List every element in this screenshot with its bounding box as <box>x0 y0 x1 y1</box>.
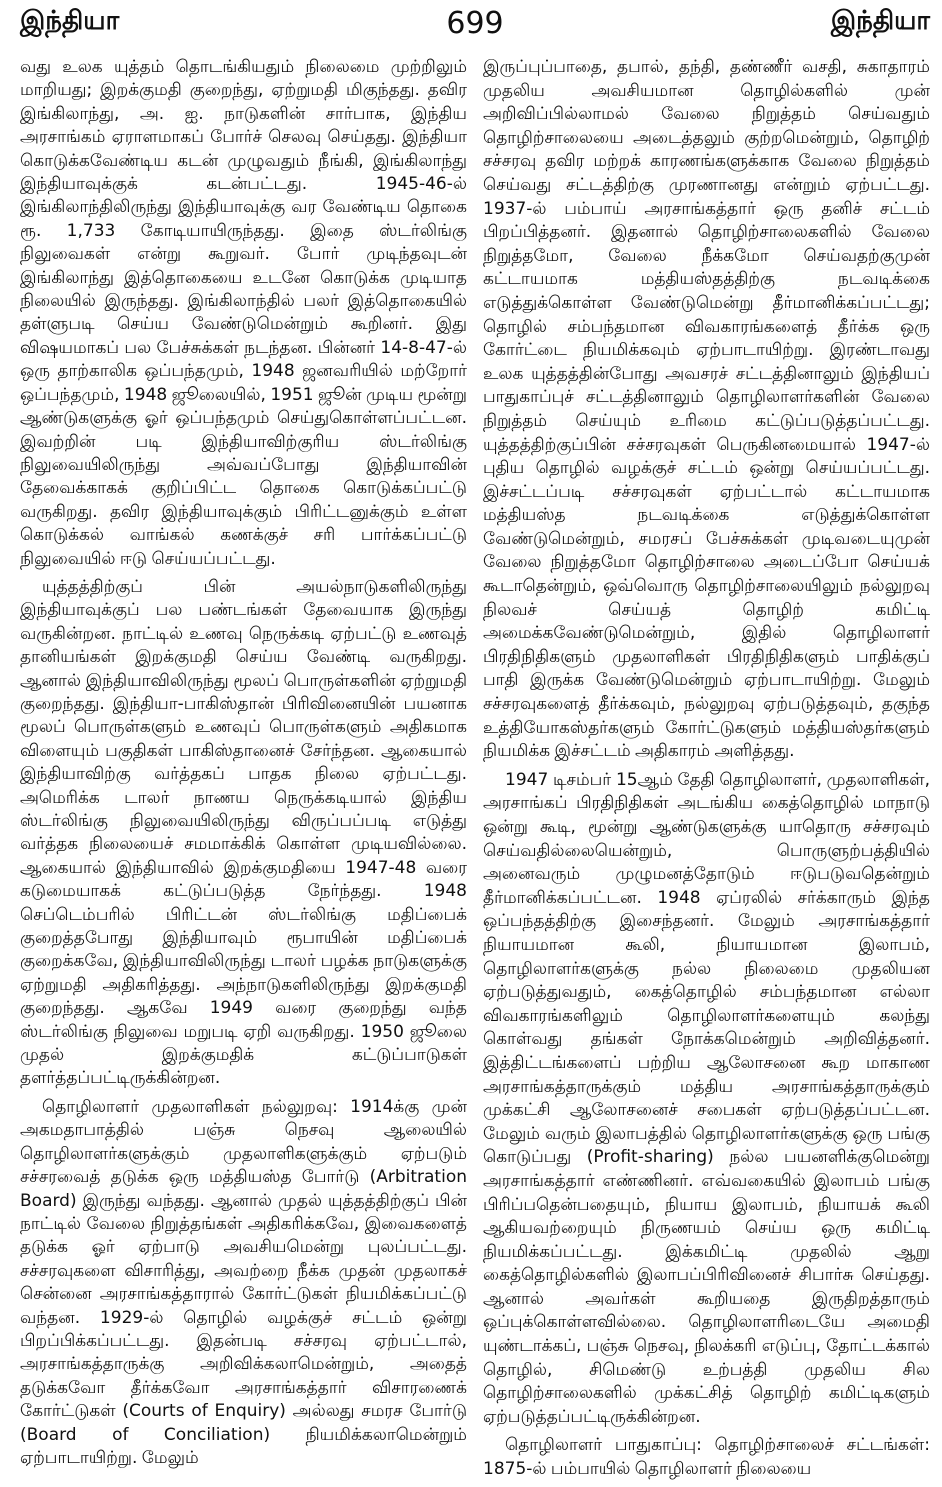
paragraph: வது உலக யுத்தம் தொடங்கியதும் நிலைமை முற்றிலும் மாறியது; இறக்குமதி குறைந்து, ஏற்றுமதி மிகுந்தது. தவிர இங்கிலாந்து, அ. ஐ. நாடுகளின் சார்பாக, இந்திய அரசாங்கம் ஏராளமாகப் போர்ச் செலவு செய்தது. இந்தியா கொடுக்கவேண்டிய கடன் முழுவதும் நீங்கி, இங்கிலாந்து இந்தியாவுக்குக் கடன்பட்டது. 1945-46-ல் இங்கிலாந்திலிருந்து இந்தியாவுக்கு வர வேண்டிய தொகை ரூ. 1,733 கோடியாயிருந்தது. இதை ஸ்டர்லிங்கு நிலுவைகள் என்று கூறுவர். போர் முடிந்தவுடன் இங்கிலாந்து இத்தொகையை உடனே கொடுக்க முடியாத நிலையில் இருந்தது. இங்கிலாந்தில் பலர் இத்தொகையில் தள்ளுபடி செய்ய வேண்டுமென்றும் கூறினர். இது விஷயமாகப் பல பேச்சுக்கள் நடந்தன. பின்னர் 14-8-47-ல் ஒரு தாற்காலிக ஒப்பந்தமும், 1948 ஜனவரியில் மற்றோர் ஒப்பந்தமும், 1948 ஜூலையில், 1951 ஜூன் முடிய மூன்று ஆண்டுகளுக்கு ஓர் ஒப்பந்தமும் செய்துகொள்ளப்பட்டன. இவற்றின் படி இந்தியாவிற்குரிய ஸ்டர்லிங்கு நிலுவையிலிருந்து அவ்வப்போது இந்தியாவின் தேவைக்காகக் குறிப்பிட்ட தொகை கொடுக்கப்பட்டு வருகிறது. தவிர இந்தியாவுக்கும் பிரிட்டனுக்கும் உள்ள கொடுக்கல் வாங்கல் கணக்குச் சரி பார்க்கப்பட்டு நிலுவையில் ஈடு செய்யப்பட்டது. <box>20 57 467 569</box>
paragraph: 1947 டிசம்பர் 15ஆம் தேதி தொழிலாளர், முதலாளிகள், அரசாங்கப் பிரதிநிதிகள் அடங்கிய கைத்தொழில் மாநாடு ஒன்று கூடி, மூன்று ஆண்டுகளுக்கு யாதொரு சச்சரவும் செய்வதில்லையென்றும், பொருளுற்பத்தியில் அனைவரும் முழுமனத்தோடும் ஈடுபடுவதென்றும் தீர்மானிக்கப்பட்டன. 1948 ஏப்ரலில் சர்க்காரும் இந்த ஒப்பந்தத்திற்கு இசைந்தனர். மேலும் அரசாங்கத்தார் நியாயமான கூலி, நியாயமான இலாபம், தொழிலாளர்களுக்கு நல்ல நிலைமை முதலியன ஏற்படுத்துவதும், கைத்தொழில் சம்பந்தமான எல்லா விவகாரங்களிலும் தொழிலாளர்களையும் கலந்து கொள்வது தங்கள் நோக்கமென்றும் அறிவித்தனர். இத்திட்டங்களைப் பற்றிய ஆலோசனை கூற மாகாண அரசாங்கத்தாருக்கும் மத்திய அரசாங்கத்தாருக்கும் முக்கட்சி ஆலோசனைச் சபைகள் ஏற்படுத்தப்பட்டன. மேலும் வரும் இலாபத்தில் தொழிலாளர்களுக்கு ஒரு பங்கு கொடுப்பது (Profit-sharing) நல்ல பயனளிக்குமென்று அரசாங்கத்தார் எண்ணினர். எவ்வகையில் இலாபம் பங்கு பிரிப்பதென்பதையும், நியாய இலாபம், நியாயக் கூலி ஆகியவற்றையும் நிருணயம் செய்ய ஒரு கமிட்டி நியமிக்கப்பட்டது. இக்கமிட்டி முதலில் ஆறு கைத்தொழில்களில் இலாபப்பிரிவினைச் சிபார்சு செய்தது. ஆனால் அவர்கள் கூறியதை இருதிறத்தாரும் ஒப்புக்கொள்ளவில்லை. தொழிலாளரிடையே அமைதி யுண்டாக்கப், பஞ்சு நெசவு, நிலக்கரி எடுப்பு, தோட்டக்கால் தொழில், சிமெண்டு உற்பத்தி முதலிய சில தொழிற்சாலைகளில் முக்கட்சித் தொழிற் கமிட்டிகளும் ஏற்படுத்தப்பட்டிருக்கின்றன. <box>483 769 930 1427</box>
page-header <box>20 0 930 56</box>
text-columns <box>20 56 930 1487</box>
paragraph: தொழிலாளர் பாதுகாப்பு: தொழிற்சாலைச் சட்டங்கள்: 1875-ல் பம்பாயில் தொழிலாளர் நிலையை <box>483 1435 930 1480</box>
left-column <box>20 56 467 1487</box>
right-column <box>483 56 930 1487</box>
paragraph: இருப்புப்பாதை, தபால், தந்தி, தண்ணீர் வசதி, சுகாதாரம் முதலிய அவசியமான தொழில்களில் முன் அறிவிப்பில்லாமல் வேலை நிறுத்தம் செய்வதும் தொழிற்சாலையை அடைத்தலும் குற்றமென்றும், தொழிற் சச்சரவு தவிர மற்றக் காரணங்களுக்காக வேலை நிறுத்தம் செய்வது சட்டத்திற்கு முரணானது என்றும் ஏற்பட்டது. 1937-ல் பம்பாய் அரசாங்கத்தார் ஒரு தனிச் சட்டம் பிறப்பித்தனர். இதனால் தொழிற்சாலைகளில் வேலை நிறுத்தமோ, வேலை நீக்கமோ செய்வதற்குமுன் கட்டாயமாக மத்தியஸ்தத்திற்கு நடவடிக்கை எடுத்துக்கொள்ள வேண்டுமென்று தீர்மானிக்கப்பட்டது; தொழில் சம்பந்தமான விவகாரங்களைத் தீர்க்க ஒரு கோர்ட்டை நியமிக்கவும் ஏற்பாடாயிற்று. இரண்டாவது உலக யுத்தத்தின்போது அவசரச் சட்டத்தினாலும் இந்தியப் பாதுகாப்புச் சட்டத்தினாலும் தொழிலாளர்களின் வேலை நிறுத்தம் செய்யும் உரிமை கட்டுப்படுத்தப்பட்டது. யுத்தத்திற்குப்பின் சச்சரவுகள் பெருகினமையால் 1947-ல் புதிய தொழில் வழக்குச் சட்டம் ஒன்று செய்யப்பட்டது. இச்சட்டப்படி சச்சரவுகள் ஏற்பட்டால் கட்டாயமாக மத்தியஸ்த நடவடிக்கை எடுத்துக்கொள்ள வேண்டுமென்றும், சமரசப் பேச்சுக்கள் முடிவடையுமுன் வேலை நிறுத்தமோ தொழிற்சாலை அடைப்போ செய்யக் கூடாதென்றும், ஒவ்வொரு தொழிற்சாலையிலும் நல்லுறவு நிலவச் செய்யத் தொழிற் கமிட்டி அமைக்கவேண்டுமென்றும், இதில் தொழிலாளர் பிரதிநிதிகளும் முதலாளிகள் பிரதிநிதிகளும் பாதிக்குப் பாதி இருக்க வேண்டுமென்றும் ஏற்பாடாயிற்று. மேலும் சச்சரவுகளைத் தீர்க்கவும், நல்லுறவு ஏற்படுத்தவும், தகுந்த உத்தியோகஸ்தர்களும் கோர்ட்டுகளும் மத்தியஸ்தர்களும் நியமிக்க இச்சட்டம் அதிகாரம் அளித்தது. <box>483 57 930 762</box>
running-title-left: இந்தியா <box>20 6 120 36</box>
paragraph: தொழிலாளர் முதலாளிகள் நல்லுறவு: 1914க்கு முன் அகமதாபாத்தில் பஞ்சு நெசவு ஆலையில் தொழிலாளர்களுக்கும் முதலாளிகளுக்கும் ஏற்படும் சச்சரவைத் தடுக்க ஒரு மத்தியஸ்த போர்டு (Arbitration Board) இருந்து வந்தது. ஆனால் முதல் யுத்தத்திற்குப் பின் நாட்டில் வேலை நிறுத்தங்கள் அதிகரிக்கவே, இவைகளைத் தடுக்க ஓர் ஏற்பாடு அவசியமென்று புலப்பட்டது. சச்சரவுகளை விசாரித்து, அவற்றை நீக்க முதன் முதலாகச் சென்னை அரசாங்கத்தாரால் கோர்ட்டுகள் நியமிக்கப்பட்டு வந்தன. 1929-ல் தொழில் வழக்குச் சட்டம் ஒன்று பிறப்பிக்கப்பட்டது. இதன்படி சச்சரவு ஏற்பட்டால், அரசாங்கத்தாருக்கு அறிவிக்கலாமென்றும், அதைத் தடுக்கவோ தீர்க்கவோ அரசாங்கத்தார் விசாரணைக் கோர்ட்டுகள் (Courts of Enquiry) அல்லது சமரச போர்டு (Board of Conciliation) நியமிக்கலாமென்றும் ஏற்பாடாயிற்று. மேலும் <box>20 1096 467 1468</box>
paragraph: யுத்தத்திற்குப் பின் அயல்நாடுகளிலிருந்து இந்தியாவுக்குப் பல பண்டங்கள் தேவையாக இருந்து வருகின்றன. நாட்டில் உணவு நெருக்கடி ஏற்பட்டு உணவுத் தானியங்கள் இறக்குமதி செய்ய வேண்டி வருகிறது. ஆனால் இந்தியாவிலிருந்து மூலப் பொருள்களின் ஏற்றுமதி குறைந்தது. இந்தியா-பாகிஸ்தான் பிரிவினையின் பயனாக மூலப் பொருள்களும் உணவுப் பொருள்களும் அதிகமாக விளையும் பகுதிகள் பாகிஸ்தானைச் சேர்ந்தன. ஆகையால் இந்தியாவிற்கு வர்த்தகப் பாதக நிலை ஏற்பட்டது. அமெரிக்க டாலர் நாணய நெருக்கடியால் இந்திய ஸ்டர்லிங்கு நிலுவையிலிருந்து விருப்பப்படி எடுத்து வர்த்தக நிலையைச் சமமாக்கிக் கொள்ள முடியவில்லை. ஆகையால் இந்தியாவில் இறக்குமதியை 1947-48 வரை கடுமையாகக் கட்டுப்படுத்த நேர்ந்தது. 1948 செப்டெம்பரில் பிரிட்டன் ஸ்டர்லிங்கு மதிப்பைக் குறைத்தபோது இந்தியாவும் ரூபாயின் மதிப்பைக் குறைக்கவே, இந்தியாவிலிருந்து டாலர் பழக்க நாடுகளுக்கு ஏற்றுமதி அதிகரித்தது. அந்நாடுகளிலிருந்து இறக்குமதி குறைந்தது. ஆகவே 1949 வரை குறைந்து வந்த ஸ்டர்லிங்கு நிலுவை மறுபடி ஏறி வருகிறது. 1950 ஜூலை முதல் இறக்குமதிக் கட்டுப்பாடுகள் தளர்த்தப்பட்டிருக்கின்றன. <box>20 576 467 1089</box>
page-number: 699 <box>446 6 504 41</box>
running-title-right: இந்தியா <box>830 6 930 36</box>
